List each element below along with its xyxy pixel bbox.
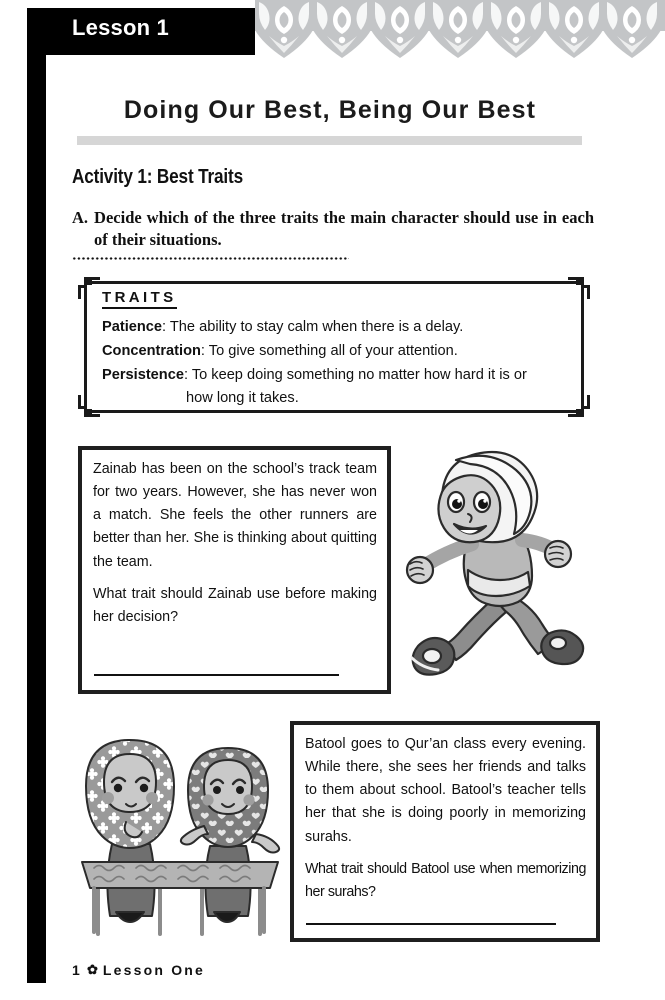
running-girl-illustration xyxy=(398,448,610,690)
trait-item-concentration xyxy=(102,340,574,362)
dotted-divider xyxy=(72,256,349,261)
trait-definition: To keep doing something no matter how hard it is or xyxy=(191,367,527,384)
trait-term: Patience xyxy=(102,319,163,335)
scenario-text xyxy=(93,458,377,629)
answer-line[interactable] xyxy=(306,923,556,925)
trait-item-patience xyxy=(102,316,574,338)
corner-bracket-top-left-icon xyxy=(78,277,100,299)
two-girls-at-desk-illustration xyxy=(64,724,296,946)
trait-colon: : xyxy=(200,343,209,360)
page-number: 1 xyxy=(72,962,82,978)
scenario-story: Zainab has been on the school’s track team for two years. However, she has never won a match. She feels the other runners are better than her. She is thinking about quitting the team. xyxy=(93,461,377,570)
corner-bracket-top-right-icon xyxy=(568,277,590,299)
page-title: Doing Our Best, Being Our Best xyxy=(123,96,537,124)
answer-line[interactable] xyxy=(94,674,339,676)
trait-term: Concentration xyxy=(102,343,201,360)
corner-bracket-bottom-left-icon xyxy=(78,395,100,417)
lesson-tab xyxy=(27,8,255,55)
scenario-question: What trait should Zainab use before making her decision? xyxy=(93,585,377,625)
footer-label: Lesson One xyxy=(102,962,206,978)
scenario-story: Batool goes to Qur’an class every evening. While there, she sees her friends and talks to them about school. Batool’s teacher tells her that she is doing poorly in memorizing surahs. xyxy=(305,736,586,845)
instruction-block xyxy=(72,207,594,252)
traits-heading: TRAITS xyxy=(102,289,177,309)
trait-colon: : xyxy=(162,319,170,335)
trait-definition-continued: how long it takes. xyxy=(186,389,299,406)
traits-box xyxy=(78,277,590,417)
title-underline-bar xyxy=(77,136,582,145)
traits-list xyxy=(102,316,574,411)
page-frame-spine xyxy=(27,8,46,983)
activity-heading: Activity 1: Best Traits xyxy=(72,166,243,188)
instruction-marker: A. xyxy=(72,208,89,227)
scenario-box-zainab xyxy=(78,446,391,694)
instruction-text: Decide which of the three traits the main character should use in each of their situations. xyxy=(94,208,594,250)
page-footer xyxy=(72,962,205,978)
scenario-text xyxy=(305,733,586,904)
scenario-box-batool xyxy=(290,721,600,942)
trait-term: Persistence xyxy=(102,367,184,384)
trait-definition: To give something all of your attention. xyxy=(208,343,458,360)
trait-colon: : xyxy=(183,367,192,384)
lesson-tab-label: Lesson 1 xyxy=(72,15,169,40)
scenario-question: What trait should Batool use when memorizing her surahs? xyxy=(305,860,586,900)
arabesque-border-icon xyxy=(255,0,665,62)
trait-item-persistence xyxy=(102,364,574,408)
flower-ornament-icon: ✿ xyxy=(87,962,98,977)
trait-definition: The ability to stay calm when there is a delay. xyxy=(169,319,464,335)
